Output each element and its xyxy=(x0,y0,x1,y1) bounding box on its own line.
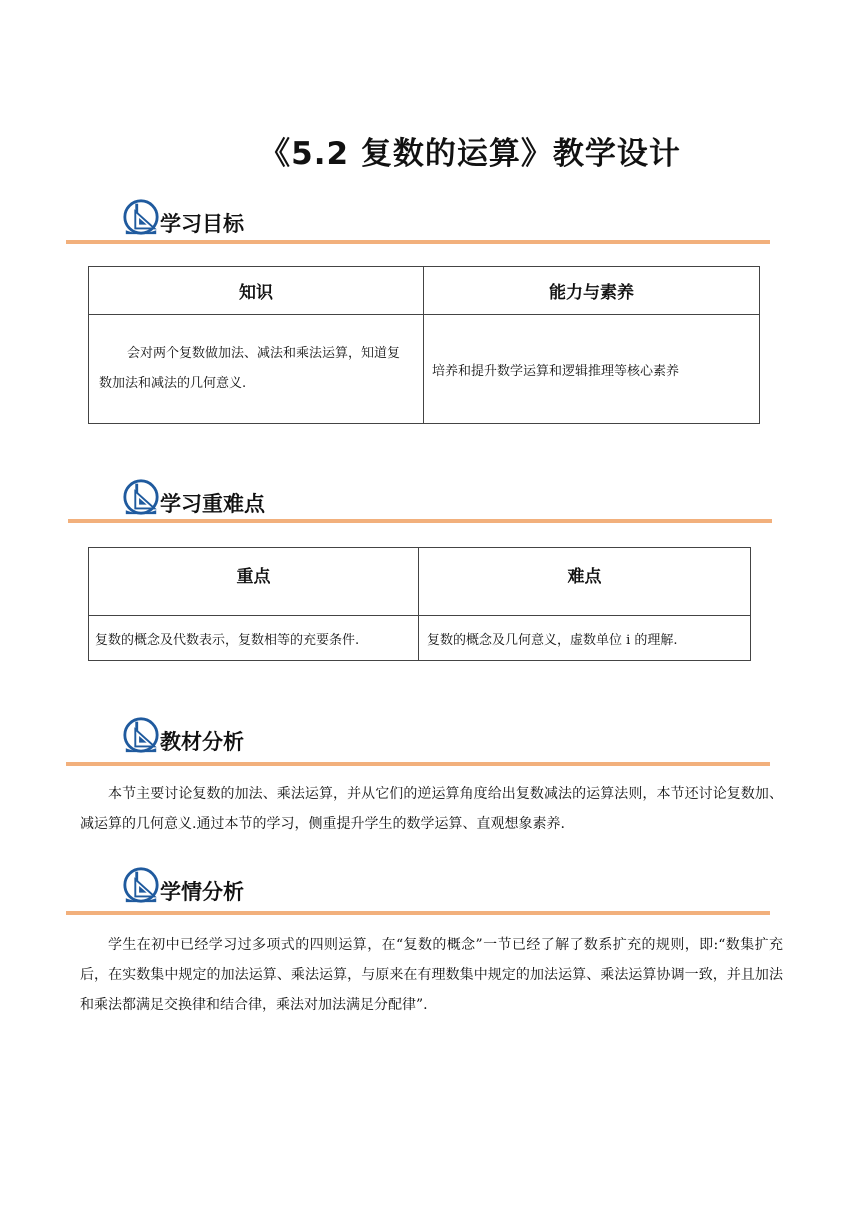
student-analysis-text: 学生在初中已经学习过多项式的四则运算，在“复数的概念”一节已经了解了数系扩充的规则，即:“数集扩充后，在实数集中规定的加法运算、乘法运算，与原来在有理数集中规定的加法运算、乘法运算协调一致，并且加法和乘法都满足交换律和结合律，乘法对加法满足分配律”. xyxy=(80,937,783,1013)
section-title: 教材分析 xyxy=(160,730,244,754)
section-badge-icon xyxy=(122,478,160,516)
section-header-key-points xyxy=(122,478,422,522)
knowledge-cell: 会对两个复数做加法、减法和乘法运算，知道复数加法和减法的几何意义. xyxy=(89,315,424,424)
section-title: 学习重难点 xyxy=(160,492,265,516)
section-header-objectives xyxy=(122,198,422,242)
document-title: 《5.2 复数的运算》教学设计 xyxy=(259,136,681,172)
ability-cell: 培养和提升数学运算和逻辑推理等核心素养 xyxy=(424,315,760,424)
section-title: 学习目标 xyxy=(160,212,244,236)
section-divider xyxy=(68,519,772,523)
column-header-knowledge: 知识 xyxy=(89,267,424,315)
section-badge-icon xyxy=(122,716,160,754)
column-header-ability: 能力与素养 xyxy=(424,267,760,315)
column-header-difficult: 难点 xyxy=(419,548,751,616)
section-title: 学情分析 xyxy=(160,880,244,904)
material-analysis-text: 本节主要讨论复数的加法、乘法运算，并从它们的逆运算角度给出复数减法的运算法则，本节还讨论复数加、减运算的几何意义.通过本节的学习，侧重提升学生的数学运算、直观想象素养. xyxy=(80,786,783,832)
section-badge-icon xyxy=(122,866,160,904)
section-divider xyxy=(66,911,770,915)
column-header-key: 重点 xyxy=(89,548,419,616)
objectives-table xyxy=(88,266,760,424)
section-divider xyxy=(66,762,770,766)
key-points-table xyxy=(88,547,751,661)
section-badge-icon xyxy=(122,198,160,236)
section-divider xyxy=(66,240,770,244)
section-header-students xyxy=(122,866,422,910)
section-header-material xyxy=(122,716,422,760)
difficult-cell: 复数的概念及几何意义，虚数单位 i 的理解. xyxy=(419,616,751,661)
key-cell: 复数的概念及代数表示，复数相等的充要条件. xyxy=(89,616,419,661)
